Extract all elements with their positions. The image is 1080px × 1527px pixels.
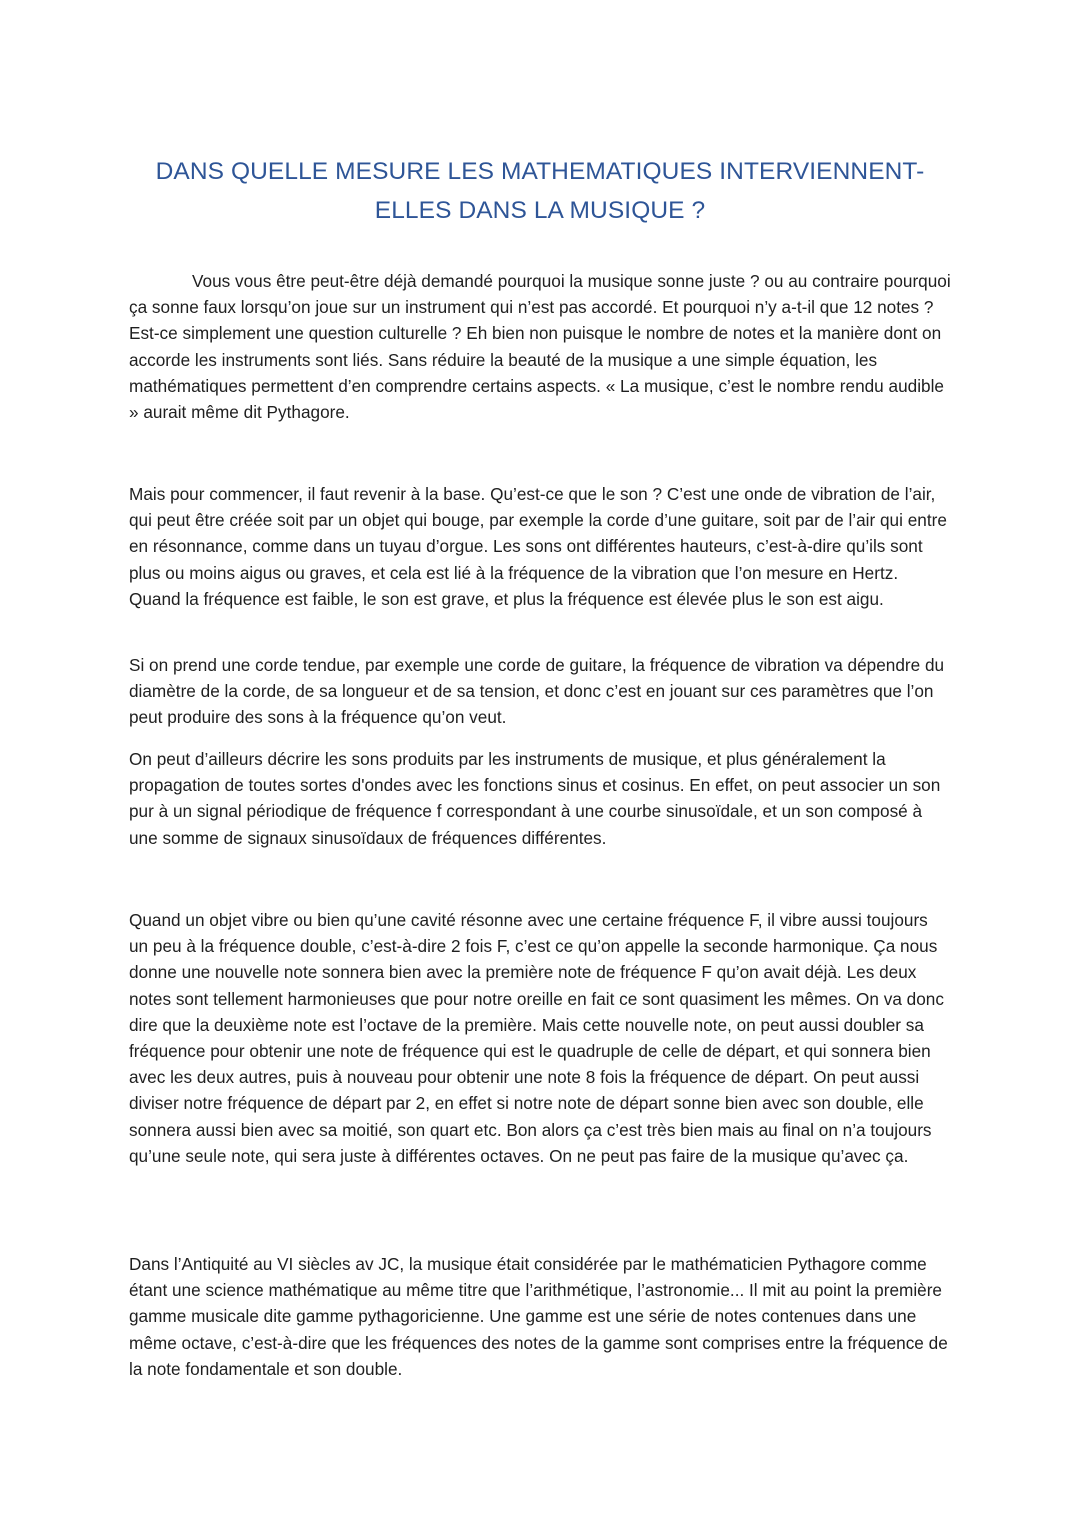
paragraph-harmonics-octave: Quand un objet vibre ou bien qu’une cavité résonne avec une certaine fréquence F, il vibre aussi toujours un peu à la fréquence double, c’est-à-dire 2 fois F, c’est ce qu’on appelle la seconde harmonique. Ça nous donne une nouvelle note sonnera bien avec la première note de fréquence F qu’on avait déjà. Les deux notes sont tellement harmonieuses que pour notre oreille en fait ce sont quasiment les mêmes. On va donc dire que la deuxième note est l’octave de la première. Mais cette nouvelle note, on peut aussi doubler sa fréquence pour obtenir une note de fréquence qui est le quadruple de celle de départ, et qui sonnera bien avec les deux autres, puis à nouveau pour obtenir une note 8 fois la fréquence de départ. On peut aussi diviser notre fréquence de départ par 2, en effet si notre note de départ sonne bien avec son double, elle sonnera aussi bien avec sa moitié, son quart etc. Bon alors ça c’est très bien mais au final on n’a toujours qu’une seule note, qui sera juste à différentes octaves. On ne peut pas faire de la musique qu’avec ça. <box>129 910 944 1166</box>
paragraph-introduction: Vous vous être peut-être déjà demandé pourquoi la musique sonne juste ? ou au contraire pourquoi ça sonne faux lorsqu’on joue sur un instrument qui n’est pas accordé. Et pourquoi n’y a-t-il que 12 notes ? Est-ce simplement une question culturelle ? Eh bien non puisque le nombre de notes et la manière dont on accorde les instruments sont liés. Sans réduire la beauté de la musique a une simple équation, les mathématiques permettent d’en comprendre certains aspects. « La musique, c’est le nombre rendu audible » aurait même dit Pythagore. <box>129 271 951 423</box>
paragraph-sine-functions: On peut d’ailleurs décrire les sons produits par les instruments de musique, et plus généralement la propagation de toutes sortes d'ondes avec les fonctions sinus et cosinus. En effet, on peut associer un son pur à un signal périodique de fréquence f correspondant à une courbe sinusoïdale, et un son composé à une somme de signaux sinusoïdaux de fréquences différentes. <box>129 749 941 848</box>
paragraph-sound-definition: Mais pour commencer, il faut revenir à la base. Qu’est-ce que le son ? C’est une onde de vibration de l’air, qui peut être créée soit par un objet qui bouge, par exemple la corde d’une guitare, soit par de l’air qui entre en résonnance, comme dans un tuyau d’orgue. Les sons ont différentes hauteurs, c’est-à-dire qu’ils sont plus ou moins aigus ou graves, et cela est lié à la fréquence de la vibration que l’on mesure en Hertz. Quand la fréquence est faible, le son est grave, et plus la fréquence est élevée plus le son est aigu. <box>129 484 947 609</box>
paragraph-string-vibration: Si on prend une corde tendue, par exemple une corde de guitare, la fréquence de vibration va dépendre du diamètre de la corde, de sa longueur et de sa tension, et donc c’est en jouant sur ces paramètres que l’on peut produire des sons à la fréquence qu’on veut. <box>129 655 945 728</box>
page-title: DANS QUELLE MESURE LES MATHEMATIQUES INTERVIENNENT-ELLES DANS LA MUSIQUE ? <box>155 158 925 224</box>
paragraph-pythagoras-scale: Dans l’Antiquité au VI siècles av JC, la musique était considérée par le mathématicien Pythagore comme étant une science mathématique au même titre que l’arithmétique, l’astronomie... Il mit au point la première gamme musicale dite gamme pythagoricienne. Une gamme est une série de notes contenues dans une même octave, c’est-à-dire que les fréquences des notes de la gamme sont comprises entre la fréquence de la note fondamentale et son double. <box>129 1254 948 1379</box>
